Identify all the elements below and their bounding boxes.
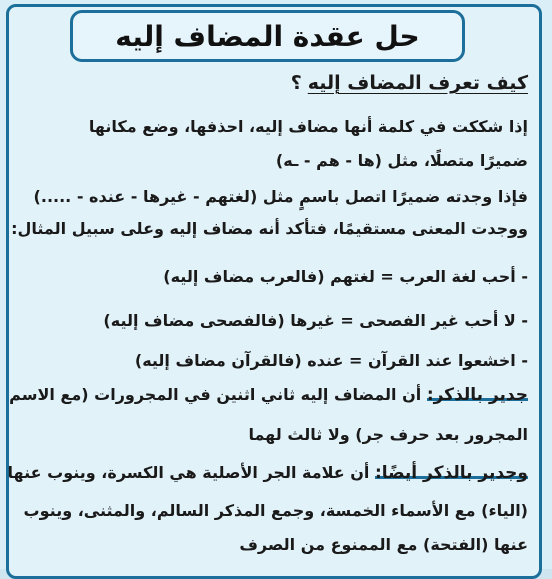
note1-line — [9, 384, 528, 406]
note1-text: أن المضاف إليه ثاني اثنين في المجرورات (مع الاسم — [9, 385, 427, 404]
example-line: - اخشعوا عند القرآن = عنده (فالقرآن مضاف إليه) — [134, 351, 528, 370]
example-line: - أحب لغة العرب = لغتهم (فالعرب مضاف إليه) — [163, 267, 528, 286]
question-text: كيف تعرف المضاف إليه — [307, 72, 528, 94]
text-line: ضميرًا متصلًا، مثل (ها - هم - ـه) — [275, 151, 528, 170]
note1-heading: جدير بالذكر: — [426, 385, 528, 405]
note2-line3: عنها (الفتحة) مع الممنوع من الصرف — [239, 535, 528, 554]
note2-heading: وجدير بالذكر أيضًا: — [374, 463, 528, 483]
page-title: حل عقدة المضاف إليه — [115, 19, 420, 53]
note2-line — [8, 462, 528, 484]
question-heading — [291, 72, 528, 94]
note1-line2: المجرور بعد حرف جر) ولا ثالث لهما — [248, 425, 528, 444]
example-line: - لا أحب غير الفصحى = غيرها (فالفصحى مضاف إليه) — [103, 311, 528, 330]
question-mark: ؟ — [290, 72, 302, 94]
title-box — [70, 10, 465, 62]
text-line: إذا شككت في كلمة أنها مضاف إليه، احذفها، وضع مكانها — [88, 117, 528, 136]
note2-text: أن علامة الجر الأصلية هي الكسرة، وينوب عنها — [7, 463, 375, 482]
text-line: ووجدت المعنى مستقيمًا، فتأكد أنه مضاف إليه وعلى سبيل المثال: — [11, 219, 528, 238]
note2-line2: (الياء) مع الأسماء الخمسة، وجمع المذكر السالم، والمثنى، وينوب — [23, 501, 528, 520]
text-line: فإذا وجدته ضميرًا اتصل باسمٍ مثل (لغتهم - غيرها - عنده - .....) — [33, 187, 528, 206]
